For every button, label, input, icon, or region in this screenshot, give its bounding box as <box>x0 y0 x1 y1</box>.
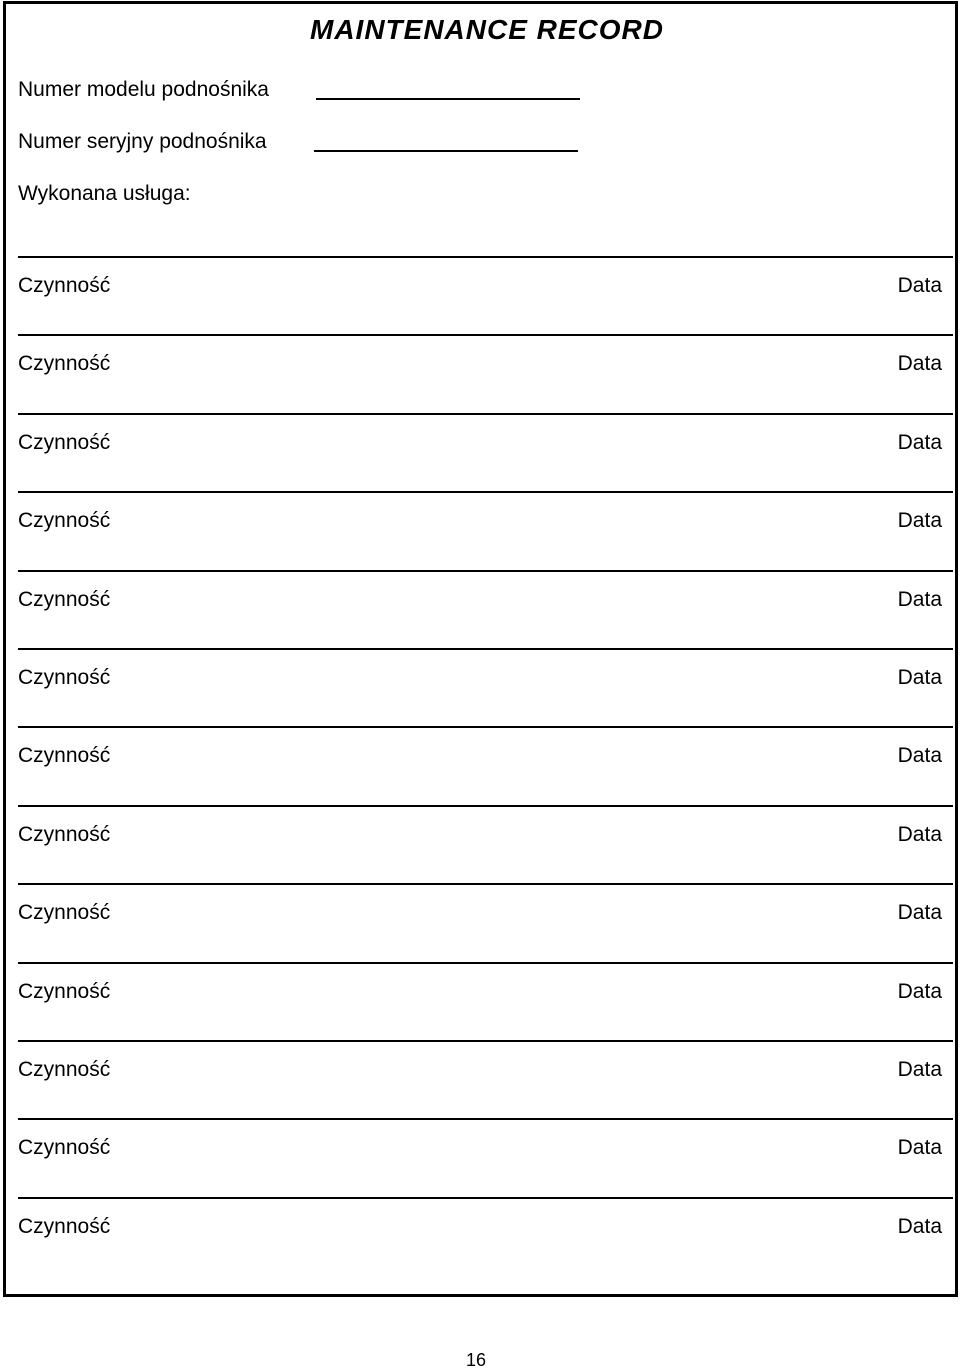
date-label: Data <box>897 509 942 533</box>
activity-label: Czynność <box>18 274 111 297</box>
activity-label: Czynność <box>18 509 111 533</box>
activity-label: Czynność <box>18 1214 111 1238</box>
date-label: Data <box>897 1058 942 1081</box>
activity-label: Czynność <box>18 666 111 689</box>
activity-label: Czynność <box>18 744 111 768</box>
date-label: Data <box>897 901 942 925</box>
entry-line[interactable] <box>18 726 953 728</box>
serial-number-field[interactable] <box>314 150 578 152</box>
entry-line[interactable] <box>18 1118 953 1120</box>
entry-line[interactable] <box>18 570 953 572</box>
date-label: Data <box>897 822 942 846</box>
entry-line[interactable] <box>18 413 953 415</box>
model-number-label: Numer modelu podnośnika <box>18 78 269 101</box>
date-label: Data <box>897 587 942 611</box>
entry-line[interactable] <box>18 491 953 493</box>
date-label: Data <box>897 274 942 297</box>
activity-label: Czynność <box>18 1136 111 1160</box>
entry-line[interactable] <box>18 256 953 258</box>
entry-line[interactable] <box>18 883 953 885</box>
activity-label: Czynność <box>18 587 111 611</box>
date-label: Data <box>897 430 942 454</box>
model-number-field[interactable] <box>316 98 580 100</box>
date-label: Data <box>897 744 942 768</box>
activity-label: Czynność <box>18 430 111 454</box>
activity-label: Czynność <box>18 822 111 846</box>
activity-label: Czynność <box>18 901 111 925</box>
date-label: Data <box>897 1136 942 1160</box>
page-title: MAINTENANCE RECORD <box>310 14 664 45</box>
record-frame <box>3 1 958 1297</box>
activity-label: Czynność <box>18 352 111 376</box>
date-label: Data <box>897 666 942 689</box>
activity-label: Czynność <box>18 979 111 1003</box>
date-label: Data <box>897 979 942 1003</box>
entry-line[interactable] <box>18 334 953 336</box>
activity-label: Czynność <box>18 1058 111 1081</box>
entry-line[interactable] <box>18 805 953 807</box>
entry-line[interactable] <box>18 962 953 964</box>
entry-line[interactable] <box>18 648 953 650</box>
entry-line[interactable] <box>18 1040 953 1042</box>
date-label: Data <box>897 1214 942 1238</box>
page-number: 16 <box>465 1350 487 1370</box>
date-label: Data <box>897 352 942 376</box>
service-performed-label: Wykonana usługa: <box>18 182 191 205</box>
serial-number-label: Numer seryjny podnośnika <box>18 130 267 153</box>
entry-line[interactable] <box>18 1197 953 1199</box>
